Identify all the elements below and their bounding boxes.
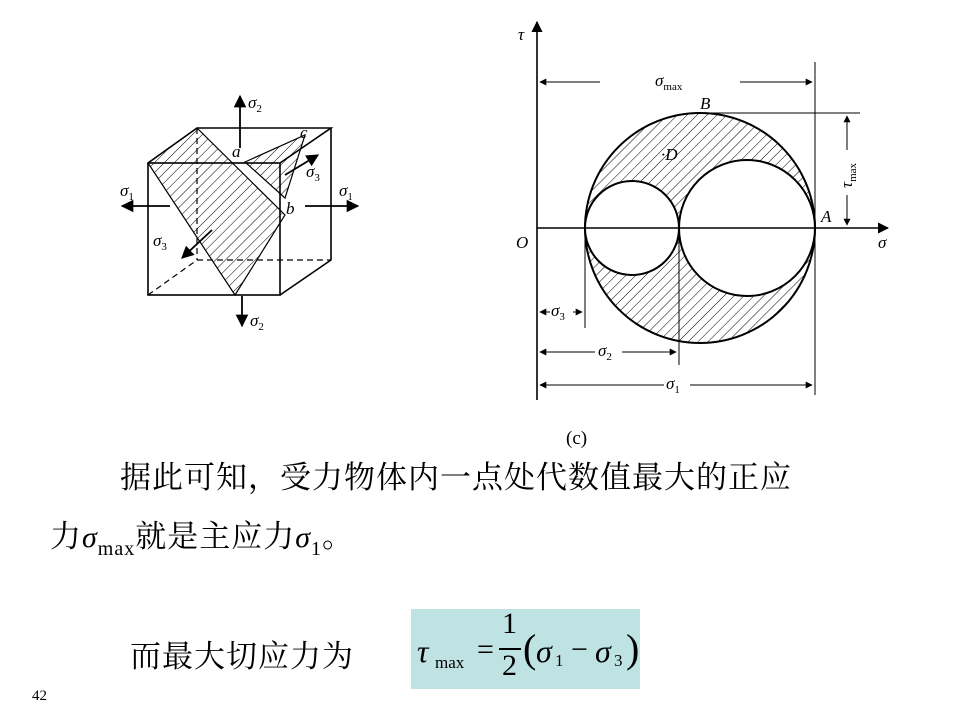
label-c: c	[300, 123, 308, 142]
label-sigma3-lower: $\sigma_3$	[153, 231, 167, 253]
equals-sign: =	[477, 633, 494, 666]
right-paren: )	[626, 626, 640, 671]
sigma1-formula-sub: 1	[555, 651, 564, 670]
sigma3-formula: σ	[595, 633, 611, 669]
stress-cube	[122, 96, 358, 326]
sigma-axis-label: σ	[878, 233, 887, 252]
paragraph-line-1	[120, 452, 792, 497]
s3-label: $\sigma_3$	[551, 301, 565, 323]
label-a: a	[232, 142, 241, 161]
sigma-max-label: $\sigma_{max}$	[655, 71, 683, 93]
tau-max-label: $\tau_{max}$	[837, 162, 859, 188]
tau-axis-label: τ	[518, 25, 525, 44]
label-sigma2-top: $\sigma_2$	[248, 93, 262, 115]
fraction-numerator: 1	[502, 607, 517, 640]
s1-label: $\sigma_1$	[666, 374, 680, 396]
sigma1-symbol: σ	[295, 521, 312, 554]
minus-sign: −	[571, 633, 588, 666]
text-principal-stress: 就是主应力	[135, 519, 296, 555]
sigma1-subscript: 1	[311, 538, 323, 560]
sigma-max-symbol: σ	[82, 521, 98, 554]
label-sigma3-upper: $\sigma_3$	[306, 162, 320, 184]
paragraph-text-1: 据此可知，受力物体内一点处代数值最大的正应	[120, 460, 792, 496]
mohr-diagram	[537, 22, 888, 400]
label-sigma2-bottom: $\sigma_2$	[250, 311, 264, 333]
fraction-denominator: 2	[502, 649, 517, 682]
left-paren: (	[523, 626, 537, 671]
formula-box	[411, 609, 640, 689]
point-a-label: A	[821, 207, 832, 226]
page-number: 42	[32, 688, 47, 704]
tau-symbol: τ	[417, 633, 429, 669]
sigma1-formula: σ	[536, 633, 552, 669]
text-li: 力	[50, 519, 82, 555]
paragraph-line-2	[50, 511, 355, 560]
label-b: b	[286, 199, 295, 218]
origin-label: O	[516, 233, 529, 252]
point-b-label: B	[700, 94, 711, 113]
point-d-label: ·D	[661, 145, 678, 164]
formula-intro	[130, 631, 354, 676]
text-period: 。	[322, 519, 355, 555]
s2-label: $\sigma_2$	[598, 341, 612, 363]
tau-subscript: max	[435, 653, 465, 672]
label-sigma1-left: $\sigma_1$	[120, 181, 134, 203]
formula-intro-text: 而最大切应力为	[130, 639, 354, 675]
sigma3-formula-sub: 3	[614, 651, 623, 670]
sigma-max-subscript: max	[97, 538, 136, 560]
label-sigma1-right: $\sigma_1$	[339, 181, 353, 203]
figure-caption: (c)	[566, 428, 588, 449]
